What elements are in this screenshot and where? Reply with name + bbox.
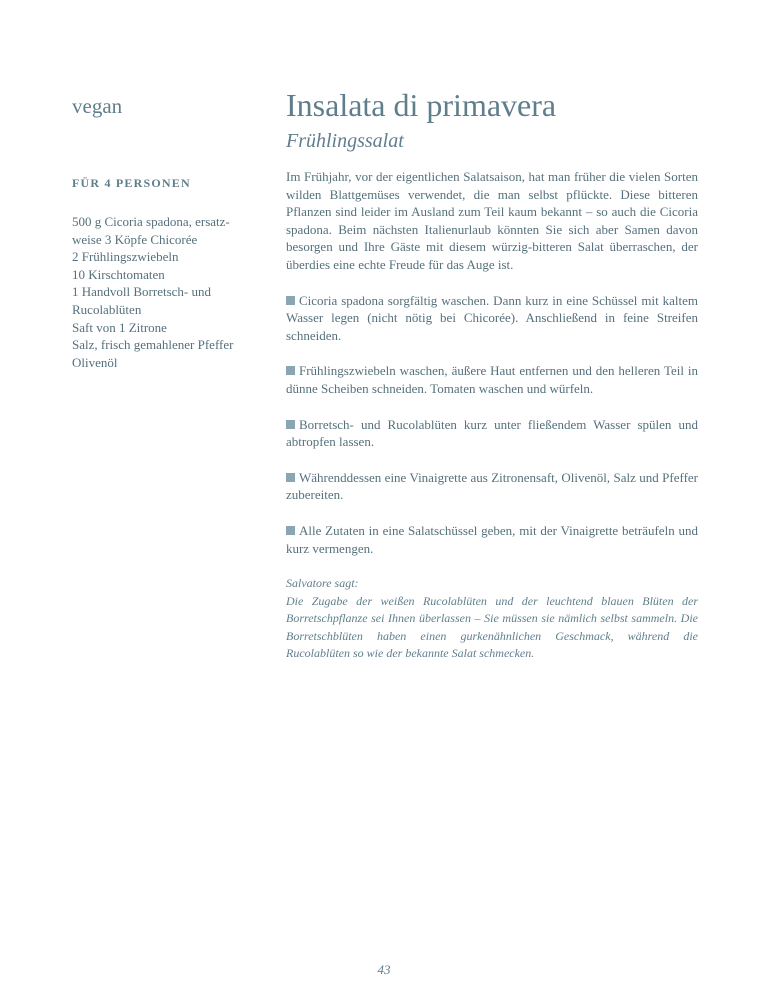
square-bullet-icon bbox=[286, 366, 295, 375]
step-item bbox=[286, 292, 698, 345]
ingredient-list bbox=[72, 213, 262, 371]
step-item bbox=[286, 469, 698, 504]
chef-tip bbox=[286, 575, 698, 663]
step-item bbox=[286, 362, 698, 397]
ingredient-line: Olivenöl bbox=[72, 354, 118, 370]
step-list bbox=[286, 292, 698, 558]
chef-tip-text: Die Zugabe der weißen Rucolablüten und der leuchtend blauen Blüten der Borretschpflanze sei Ihnen überlassen – Sie müssen sie nämlich selbst sammeln. Die Borretschblüten haben einen gurkenähnlichen Geschmack, während die Rucolablüten so wie der bekannte Salat schmecken. bbox=[286, 593, 698, 661]
step-item bbox=[286, 416, 698, 451]
step-text: Cicoria spadona sorgfältig waschen. Dann kurz in eine Schüssel mit kaltem Wasser legen (nicht nötig bei Chicorée). Anschließend in feine Streifen schneiden. bbox=[286, 292, 698, 343]
step-text: Alle Zutaten in eine Salatschüssel geben, mit der Vinaigrette beträufeln und kurz vermengen. bbox=[286, 522, 698, 556]
chef-tip-heading: Salvatore sagt: bbox=[286, 576, 359, 591]
sidebar bbox=[72, 92, 262, 371]
ingredient-line: 500 g Cicoria spadona, ersatz- bbox=[72, 214, 230, 229]
ingredient-line: 1 Handvoll Borretsch- und bbox=[72, 284, 212, 300]
ingredient-line: Salz, frisch gemahlener Pfeffer bbox=[72, 337, 234, 353]
square-bullet-icon bbox=[286, 526, 295, 535]
recipe-content bbox=[286, 86, 698, 663]
ingredient-line: Rucolablüten bbox=[72, 301, 142, 317]
recipe-title: Insalata di primavera bbox=[286, 87, 557, 123]
step-text: Währenddessen eine Vinaigrette aus Zitronensaft, Olivenöl, Salz und Pfeffer zubereiten. bbox=[286, 469, 698, 503]
square-bullet-icon bbox=[286, 420, 295, 429]
step-text: Borretsch- und Rucolablüten kurz unter fließendem Wasser spülen und abtropfen lassen. bbox=[286, 416, 698, 450]
recipe-subtitle: Frühlingssalat bbox=[286, 130, 404, 152]
square-bullet-icon bbox=[286, 296, 295, 305]
ingredient-line: 2 Frühlingszwiebeln bbox=[72, 249, 179, 265]
page-number: 43 bbox=[377, 962, 391, 977]
step-item bbox=[286, 522, 698, 557]
ingredient-line: weise 3 Köpfe Chicorée bbox=[72, 231, 198, 247]
ingredient-line: Saft von 1 Zitrone bbox=[72, 319, 167, 335]
step-text: Frühlingszwiebeln waschen, äußere Haut entfernen und den helleren Teil in dünne Scheiben schneiden. Tomaten waschen und würfeln. bbox=[286, 363, 698, 396]
servings-label: FÜR 4 PERSONEN bbox=[72, 176, 191, 190]
ingredient-line: 10 Kirschtomaten bbox=[72, 266, 165, 282]
category-label: vegan bbox=[72, 94, 123, 118]
square-bullet-icon bbox=[286, 473, 295, 482]
recipe-intro: Im Frühjahr, vor der eigentlichen Salatsaison, hat man früher die vielen Sorten wilden Blattgemüses verwendet, die man selbst pflückte. Diese bitteren Pflanzen sind leider im Ausland zum Teil kaum bekannt – so auch die Cicoria spadona. Beim nächsten Italienurlaub könnten Sie sich aber Samen davon besorgen und Ihre Gäste mit diesem würzig-bitteren Salat überraschen, der überdies eine echte Freude für das Auge ist. bbox=[286, 169, 698, 272]
